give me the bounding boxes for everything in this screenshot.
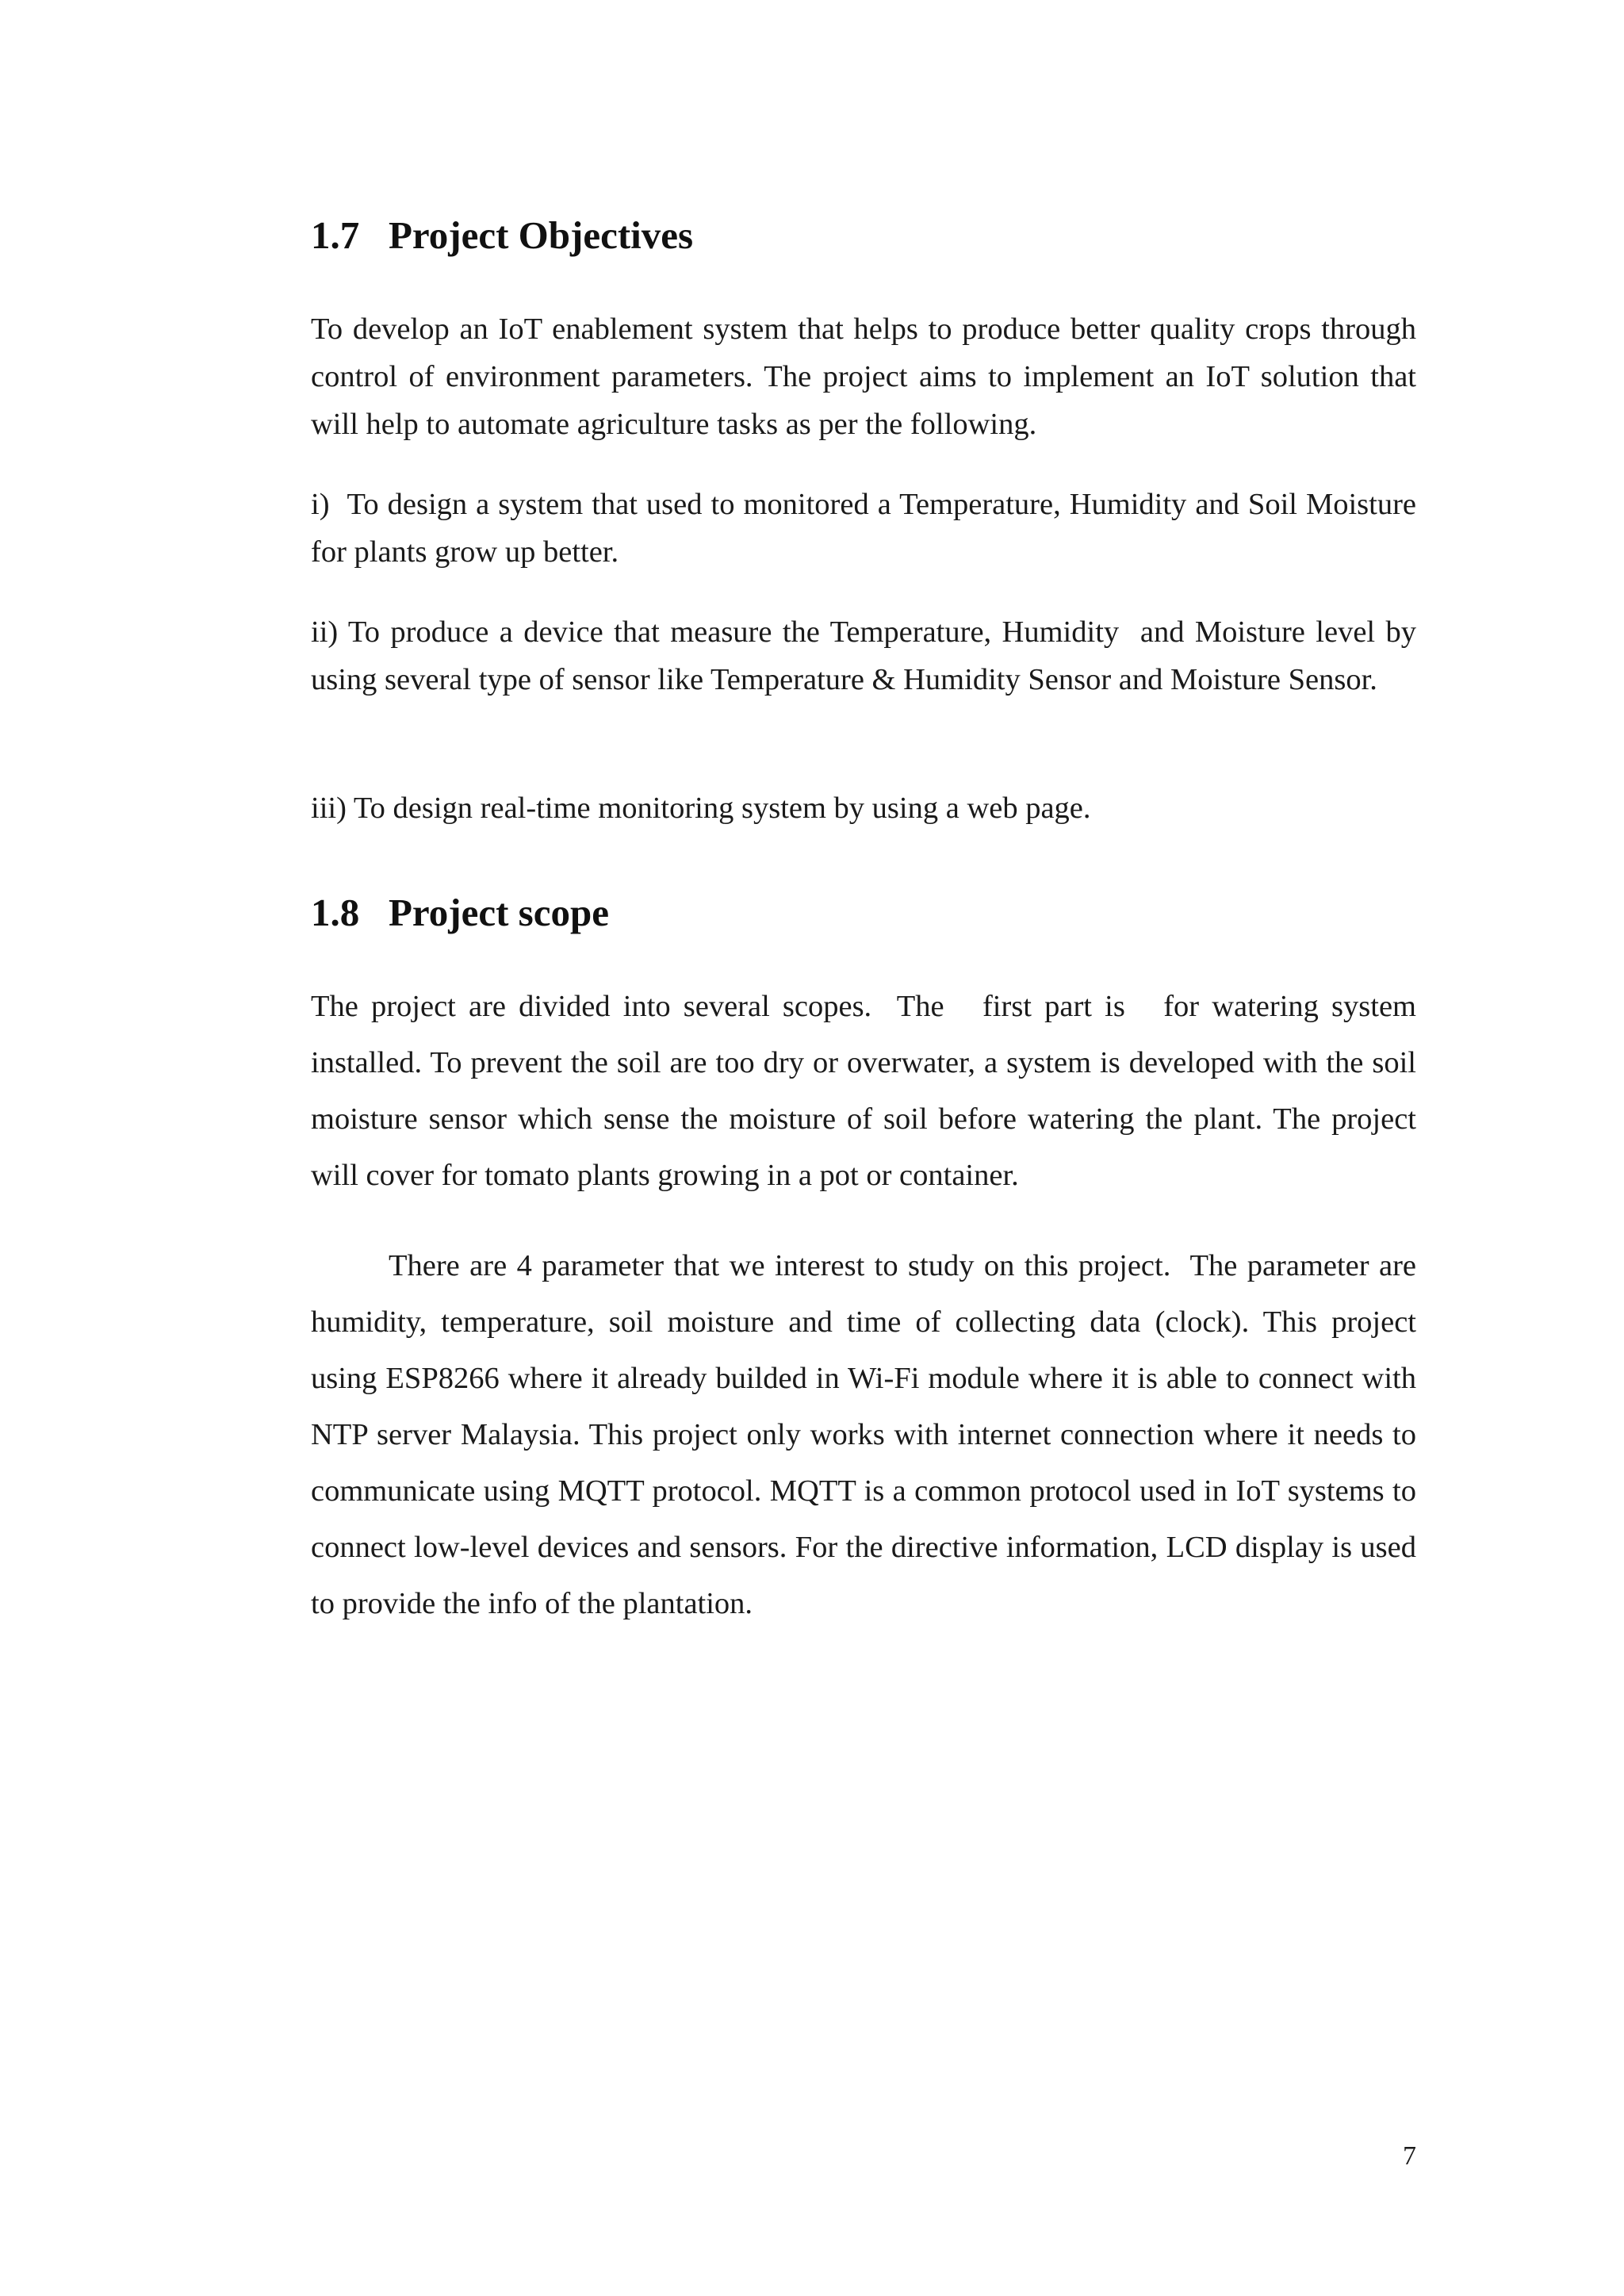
section-heading-project-objectives bbox=[311, 213, 1416, 259]
objective-item-1: i) To design a system that used to monitored a Temperature, Humidity and Soil Moisture for plants grow up better. bbox=[311, 488, 1416, 569]
objective-item-2: ii) To produce a device that measure the Temperature, Humidity and Moisture level by using several type of sensor like Temperature & Humidity Sensor and Moisture Sensor. bbox=[311, 615, 1416, 696]
objective-item-3: iii) To design real-time monitoring system by using a web page. bbox=[311, 792, 1091, 825]
section-number: 1.7 bbox=[311, 213, 360, 257]
section-number: 1.8 bbox=[311, 891, 360, 934]
scope-paragraph-2: There are 4 parameter that we interest to study on this project. The parameter are humidity, temperature, soil moisture and time of collecting data (clock). This project using ESP8266 where it already builded in Wi-Fi module where it is able to connect with NTP server Malaysia. This project only works with internet connection where it needs to communicate using MQTT protocol. MQTT is a common protocol used in IoT systems to connect low-level devices and sensors. For the directive information, LCD display is used to provide the info of the plantation. bbox=[311, 1249, 1416, 1620]
section-title: Project scope bbox=[389, 891, 609, 934]
objectives-intro-paragraph: To develop an IoT enablement system that helps to produce better quality crops through control of environment parameters. The project aims to implement an IoT solution that will help to automate agriculture tasks as per the following. bbox=[311, 312, 1416, 441]
page-number: 7 bbox=[1403, 2141, 1416, 2171]
section-heading-project-scope bbox=[311, 890, 1416, 937]
scope-paragraph-1: The project are divided into several scopes. The first part is for watering system installed. To prevent the soil are too dry or overwater, a system is developed with the soil moisture sensor which sense the moisture of soil before watering the plant. The project will cover for tomato plants growing in a pot or container. bbox=[311, 990, 1416, 1192]
section-title: Project Objectives bbox=[389, 213, 694, 257]
